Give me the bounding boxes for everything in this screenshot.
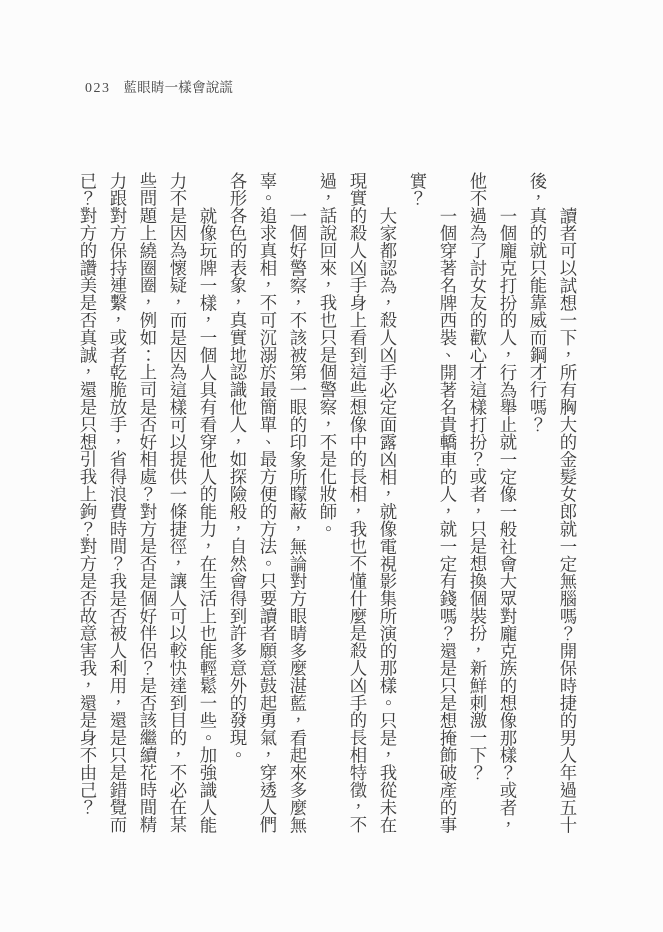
- running-head: [85, 76, 233, 97]
- paragraph: 就像玩牌一樣，一個人具有看穿他人的能力，在生活上也能輕鬆一些。加強識人能力不是因為懷疑，而是因為這樣可以提供一條捷徑，讓人可以較快達到目的，不必在某些問題上繞圈圈，例如：上司是否好相處？對方是否是個好伴侶？是否該繼續花時間精力跟對方保持連繫，或者乾脆放手，省得浪費時間？我是否被人利用，還是只是錯覺而已？對方的讚美是否真誠，還是只想引我上鉤？對方是否故意害我，還是身不由己？: [77, 172, 217, 834]
- running-title: 藍眼睛一樣會說謊: [123, 80, 234, 95]
- paragraph: 大家都認為，殺人凶手必定面露凶相，就像電視影集所演的那樣。只是，我從未在現實的殺人凶手身上看到這些想像中的長相，我也不懂什麼是殺人凶手的長相特徵，不過，話說回來，我也只是個警察，不是化妝師。: [317, 172, 397, 834]
- paragraph: 讀者可以試想一下，所有胸大的金髮女郎就一定無腦嗎？開保時捷的男人年過五十後，真的就只能靠威而鋼才行嗎？: [527, 172, 577, 834]
- page-number: 023: [85, 81, 111, 96]
- paragraph: 一個龐克打扮的人，行為舉止就一定像一般社會大眾對龐克族的想像那樣？或者，他不過為了討女友的歡心才這樣打扮？或者，只是想換個裝扮，新鮮刺激一下？: [467, 172, 517, 834]
- paragraph: 一個好警察，不該被第一眼的印象所矇蔽，無論對方眼睛多麼湛藍，看起來多麼無辜。追求真相，不可沉溺於最簡單、最方便的方法。只要讀者願意鼓起勇氣，穿透人們各形各色的表象，真實地認識他人，如探險般，自然會得到許多意外的發現。: [227, 172, 307, 834]
- text-block: [72, 172, 582, 834]
- paragraph: 一個穿著名牌西裝、開著名貴轎車的人，就一定有錢嗎？還是只是想掩飾破產的事實？: [407, 172, 457, 834]
